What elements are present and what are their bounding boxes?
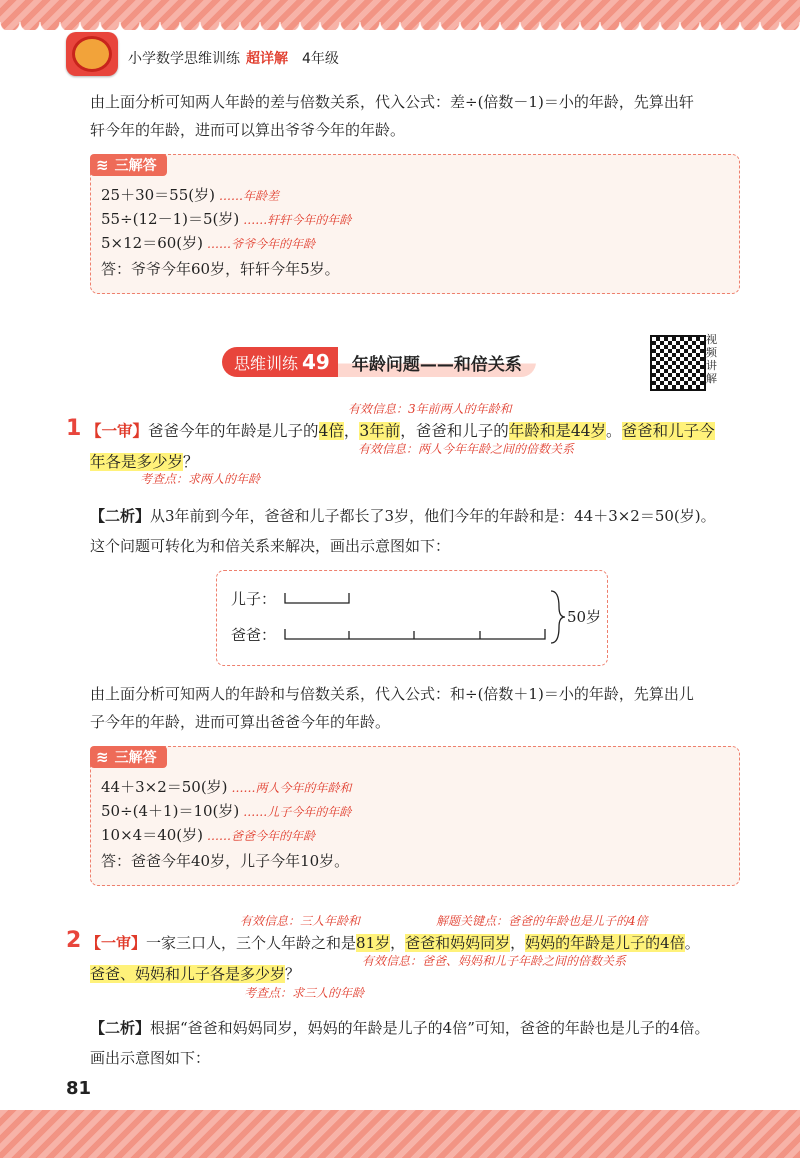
total-brace xyxy=(551,591,565,643)
question-2-line-2 xyxy=(90,964,300,984)
q1-text: ， xyxy=(343,422,360,440)
equation-note: ……爸爸今年的年龄 xyxy=(207,829,316,843)
q2-highlight: 81岁 xyxy=(356,934,391,952)
diagram-total-label: 50岁 xyxy=(567,608,602,626)
solution-1-line-1 xyxy=(101,185,279,206)
running-header xyxy=(128,48,339,68)
qr-label: 视频讲解 xyxy=(706,333,717,385)
header-highlight: 超详解 xyxy=(246,51,288,67)
q2-highlight: 妈妈的年龄是儿子的4倍 xyxy=(525,934,685,952)
question-1-line-2 xyxy=(90,452,199,472)
solution-box-1 xyxy=(90,154,740,294)
equation: 44＋3×2＝50(岁) xyxy=(101,778,228,796)
equation-note: ……轩轩今年的年龄 xyxy=(243,213,352,227)
step-tag-read: 【一审】 xyxy=(86,421,149,440)
equation-note: ……儿子今年的年龄 xyxy=(243,805,352,819)
dad-segment-ticks xyxy=(349,631,480,639)
solution-badge-2 xyxy=(90,746,167,768)
solution-2-line-3 xyxy=(101,825,315,846)
solution-1-line-2 xyxy=(101,209,351,230)
solution-1-line-3 xyxy=(101,233,315,254)
section-pill xyxy=(222,347,338,377)
dad-segment xyxy=(285,629,545,639)
diagram-dad-label: 爸爸： xyxy=(231,626,277,644)
q1-highlight: 年龄和是44岁 xyxy=(508,422,607,440)
solution-2-line-2 xyxy=(101,801,351,822)
q2-text: 。 xyxy=(684,934,700,952)
question-1-line-1 xyxy=(86,421,715,441)
solution-2-line-1 xyxy=(101,777,352,798)
step-tag-analyze: 【二析】 xyxy=(90,507,151,525)
q2-highlight: 爸爸、妈妈和儿子各是多少岁 xyxy=(90,965,286,983)
q1-highlight: 年各是多少岁 xyxy=(90,453,184,471)
section-number: 49 xyxy=(302,350,330,374)
analysis-1-line-1 xyxy=(90,506,716,526)
solution-box-2 xyxy=(90,746,740,886)
q2-highlight: 爸爸和妈妈同岁 xyxy=(405,934,511,952)
book-logo xyxy=(66,32,118,76)
wave-icon: ≋ xyxy=(96,156,109,174)
bottom-decorative-band xyxy=(0,1110,800,1158)
line-segment-diagram xyxy=(216,570,608,666)
solution-1-answer: 答：爷爷今年60岁，轩轩今年5岁。 xyxy=(101,260,340,278)
equation-note: ……两人今年的年龄和 xyxy=(231,781,352,795)
equation: 5×12＝60(岁) xyxy=(101,234,203,252)
diagram-son-label: 儿子： xyxy=(231,590,277,608)
q1-annotation-mid: 有效信息：两人今年年龄之间的倍数关系 xyxy=(358,442,575,456)
solution-2-answer: 答：爸爸今年40岁，儿子今年10岁。 xyxy=(101,852,350,870)
analysis-text: 从3年前到今年，爸爸和儿子都长了3岁，他们今年的年龄和是：44＋3×2＝50(岁)。 xyxy=(150,507,716,525)
q1-highlight: 3年前 xyxy=(359,422,401,440)
top-wave-edge xyxy=(0,22,800,36)
q1-text: 爸爸今年的年龄是儿子的 xyxy=(148,422,319,440)
q1-text: ？ xyxy=(183,453,199,471)
equation: 50÷(4＋1)＝10(岁) xyxy=(101,802,240,820)
q1-annotation-top: 有效信息：3年前两人的年龄和 xyxy=(348,402,512,416)
question-number-2: 2 xyxy=(66,928,82,953)
q1-text: 。 xyxy=(606,422,622,440)
header-title: 小学数学思维训练 xyxy=(128,51,240,67)
step-tag-analyze: 【二析】 xyxy=(90,1019,151,1037)
q2-annotation-top-right: 解题关键点：爸爸的年龄也是儿子的4倍 xyxy=(436,914,648,928)
section-title xyxy=(222,347,536,377)
equation-note: ……年龄差 xyxy=(218,189,279,203)
header-grade: 4年级 xyxy=(302,51,339,67)
equation: 55÷(12－1)＝5(岁) xyxy=(101,210,240,228)
question-number-1: 1 xyxy=(66,416,82,441)
q1-highlight: 爸爸和儿子今 xyxy=(621,422,715,440)
badge-label: 三解答 xyxy=(114,750,157,766)
qr-code-icon[interactable] xyxy=(650,335,706,391)
wave-icon: ≋ xyxy=(96,748,109,766)
badge-label: 三解答 xyxy=(114,158,157,174)
q2-text: ， xyxy=(390,934,406,952)
equation: 25＋30＝55(岁) xyxy=(101,186,215,204)
q2-text: ， xyxy=(510,934,526,952)
section-heading: 年龄问题——和倍关系 xyxy=(338,347,536,377)
logo-emblem xyxy=(72,36,112,72)
intro-2-line-2: 子今年的年龄，进而可算出爸爸今年的年龄。 xyxy=(90,713,391,731)
analysis-text: 根据“爸爸和妈妈同岁，妈妈的年龄是儿子的4倍”可知，爸爸的年龄也是儿子的4倍。 xyxy=(150,1019,710,1037)
solution-badge-1 xyxy=(90,154,167,176)
question-2-line-1 xyxy=(86,933,700,953)
q1-highlight: 4倍 xyxy=(318,422,344,440)
intro-line-1: 由上面分析可知两人年龄的差与倍数关系，代入公式：差÷(倍数－1)＝小的年龄，先算出轩 xyxy=(90,93,694,111)
intro-2-line-1: 由上面分析可知两人的年龄和与倍数关系，代入公式：和÷(倍数＋1)＝小的年龄，先算出儿 xyxy=(90,685,694,703)
equation-note: ……爷爷今年的年龄 xyxy=(207,237,316,251)
analysis-2-line-2: 画出示意图如下： xyxy=(90,1049,211,1067)
son-segment xyxy=(285,593,349,603)
q2-text: 一家三口人，三个人年龄之和是 xyxy=(146,934,357,952)
section-pill-label: 思维训练 xyxy=(234,353,299,373)
q1-annotation-bottom: 考查点：求两人的年龄 xyxy=(140,472,261,486)
q2-annotation-mid: 有效信息：爸爸、妈妈和儿子年龄之间的倍数关系 xyxy=(362,954,627,968)
q2-text: ？ xyxy=(285,965,301,983)
analysis-2-line-1 xyxy=(90,1018,709,1038)
intro-line-2: 轩今年的年龄，进而可以算出爷爷今年的年龄。 xyxy=(90,121,406,139)
diagram-segments xyxy=(217,571,607,665)
equation: 10×4＝40(岁) xyxy=(101,826,203,844)
q2-annotation-bottom: 考查点：求三人的年龄 xyxy=(244,986,365,1000)
q1-text: ，爸爸和儿子的 xyxy=(400,422,509,440)
q2-annotation-top-left: 有效信息：三人年龄和 xyxy=(240,914,361,928)
page-number: 81 xyxy=(66,1078,92,1099)
analysis-1-line-2: 这个问题可转化为和倍关系来解决，画出示意图如下： xyxy=(90,537,451,555)
step-tag-read: 【一审】 xyxy=(86,934,147,952)
